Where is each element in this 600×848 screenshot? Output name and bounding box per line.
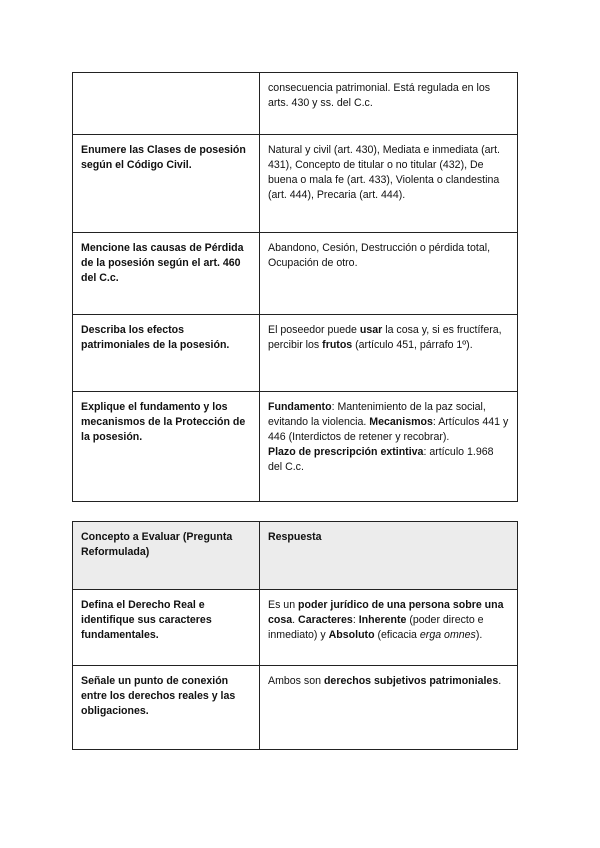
text-run: ).	[475, 629, 483, 641]
table-row	[73, 392, 518, 502]
text-run: El poseedor puede	[268, 324, 360, 336]
table-row	[73, 233, 518, 315]
bold-run: Fundamento	[268, 401, 332, 413]
answer-cell: consecuencia patrimonial. Está regulada en los arts. 430 y ss. del C.c.	[260, 73, 518, 135]
text-run: Ambos son	[268, 675, 324, 687]
bold-run: frutos	[322, 339, 353, 351]
bold-run: Mecanismos	[369, 416, 433, 428]
text-run: Es un	[268, 599, 299, 611]
answer-cell	[260, 590, 518, 666]
bold-run: poder jurídico de una persona sobre una cosa	[268, 599, 504, 626]
bold-run: Inherente	[358, 614, 407, 626]
text-run: (poder directo e inmediato) y	[268, 614, 484, 641]
answer-cell	[260, 666, 518, 750]
bold-run: derechos subjetivos patrimoniales	[323, 675, 499, 687]
question-cell: Describa los efectos patrimoniales de la posesión.	[73, 315, 260, 392]
possession-table	[72, 72, 518, 502]
bold-run: usar	[359, 324, 383, 336]
text-run: : Mantenimiento de la paz social, evitando la violencia.	[268, 401, 486, 428]
text-run: (artículo 451, párrafo 1º).	[352, 339, 473, 351]
answer-cell	[260, 392, 518, 502]
table-row	[73, 666, 518, 750]
text-run: :	[352, 614, 359, 626]
text-run: : Artículos 441 y 446 (Interdictos de retener y recobrar).	[268, 416, 509, 443]
text-run: .	[292, 614, 299, 626]
text-run: .	[498, 675, 502, 687]
text-run: la cosa y, si es fructífera, percibir los	[268, 324, 502, 351]
table-row	[73, 73, 518, 135]
table-row	[73, 590, 518, 666]
bold-run: Plazo de prescripción extintiva	[268, 446, 424, 458]
question-cell: Defina el Derecho Real e identifique sus caracteres fundamentales.	[73, 590, 260, 666]
question-cell: Enumere las Clases de posesión según el Código Civil.	[73, 135, 260, 233]
question-cell: Mencione las causas de Pérdida de la posesión según el art. 460 del C.c.	[73, 233, 260, 315]
question-cell: Señale un punto de conexión entre los derechos reales y las obligaciones.	[73, 666, 260, 750]
bold-run: Caracteres	[298, 614, 353, 626]
answer-cell: Abandono, Cesión, Destrucción o pérdida total, Ocupación de otro.	[260, 233, 518, 315]
table-row	[73, 315, 518, 392]
question-cell: Explique el fundamento y los mecanismos de la Protección de la posesión.	[73, 392, 260, 502]
table-header-row	[73, 522, 518, 590]
real-rights-table	[72, 521, 518, 750]
answer-cell: Natural y civil (art. 430), Mediata e inmediata (art. 431), Concepto de titular o no titular (432), De buena o mala fe (art. 433), Violenta o clandestina (art. 444), Precaria (art. 444).	[260, 135, 518, 233]
text-run: : artículo 1.968 del C.c.	[268, 446, 494, 473]
question-cell	[73, 73, 260, 135]
table-row	[73, 135, 518, 233]
answer-cell	[260, 315, 518, 392]
header-answer: Respuesta	[260, 522, 518, 590]
header-question: Concepto a Evaluar (Pregunta Reformulada)	[73, 522, 260, 590]
text-run: (eficacia	[374, 629, 420, 641]
bold-run: Absoluto	[328, 629, 375, 641]
italic-run: erga omnes	[419, 629, 476, 641]
